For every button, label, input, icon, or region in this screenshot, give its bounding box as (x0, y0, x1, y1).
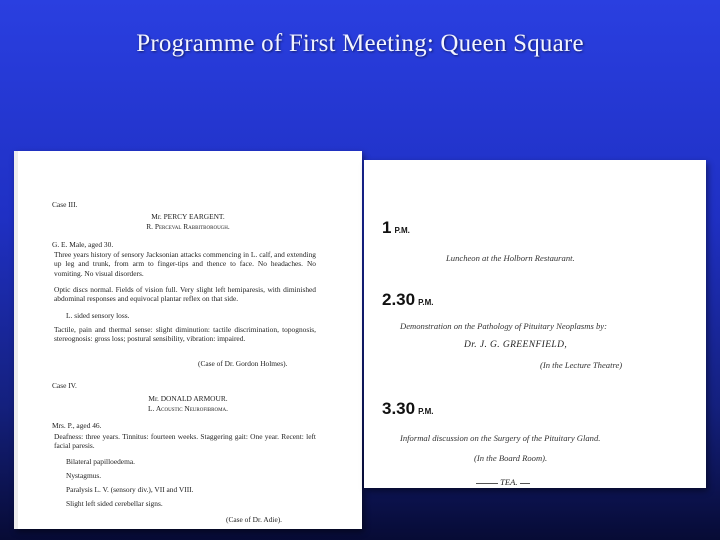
slide-title: Programme of First Meeting: Queen Square (136, 30, 584, 57)
slot2-time-value: 2.30 (382, 290, 416, 309)
slot1-time-value: 1 (382, 218, 392, 237)
case3-case-of: (Case of Dr. Gordon Holmes). (198, 359, 288, 368)
slot1-time-unit: P.M. (394, 226, 410, 235)
tea-rule-left (476, 483, 498, 484)
slot3-event: Informal discussion on the Surgery of the Pituitary Gland. (400, 433, 601, 443)
slot2-speaker: Dr. J. G. GREENFIELD, (464, 340, 568, 350)
case4-heading: Case IV. (52, 381, 77, 390)
case3-name: Mr. PERCY EARGENT. (151, 212, 225, 221)
case3-sensory: L. sided sensory loss. (66, 311, 130, 320)
tea-label: TEA. (500, 477, 518, 487)
case4-name: Mr. DONALD ARMOUR. (148, 394, 228, 403)
tea-rule-right (520, 483, 530, 484)
case3-history: Three years history of sensory Jacksonian attacks commencing in L. calf, and extending up leg and trunk, from arm to finger-tips and thence to face. No headaches. No vomiting. No visual disorders. (54, 250, 316, 278)
slot2-time-unit: P.M. (418, 298, 434, 307)
case4-cerebellar: Slight left sided cerebellar signs. (66, 499, 163, 508)
slot2-time (382, 290, 434, 310)
tea-line (476, 477, 530, 487)
case3-patient: G. E. Male, aged 30. (52, 240, 114, 249)
right-document-scan (364, 160, 706, 488)
case4-patient: Mrs. P., aged 46. (52, 421, 102, 430)
left-document-scan (14, 151, 362, 529)
slot2-location: (In the Lecture Theatre) (540, 360, 623, 370)
case4-presenter: L. Acoustic Neurofibroma. (148, 404, 228, 413)
slot1-time (382, 218, 410, 238)
slot3-time-value: 3.30 (382, 399, 416, 418)
case4-deafness: Deafness: three years. Tinnitus: fourteen weeks. Staggering gait: One year. Recent: left facial paresis. (54, 432, 316, 451)
scan-edge (14, 151, 18, 529)
case3-heading: Case III. (52, 200, 78, 209)
case3-tactile: Tactile, pain and thermal sense: slight diminution: tactile discrimination, topognosis, stereognosis: gross loss; postural sensibility, vibration: impaired. (54, 325, 316, 344)
case3-presenter: R. Perceval Rabbitborough. (146, 222, 230, 231)
slot2-event: Demonstration on the Pathology of Pituitary Neoplasms by: (400, 321, 607, 331)
case4-paralysis: Paralysis L. V. (sensory div.), VII and VIII. (66, 485, 194, 494)
case4-case-of: (Case of Dr. Adie). (226, 515, 283, 524)
case4-nystagmus: Nystagmus. (66, 471, 102, 480)
slot3-location: (In the Board Room). (474, 453, 548, 463)
slot1-event: Luncheon at the Holborn Restaurant. (446, 253, 575, 263)
slot3-time (382, 399, 434, 419)
case4-papilloedema: Bilateral papilloedema. (66, 457, 135, 466)
case3-exam: Optic discs normal. Fields of vision full. Very slight left hemiparesis, with diminished abdominal responses and equivocal plantar reflex on that side. (54, 285, 316, 304)
slot3-time-unit: P.M. (418, 407, 434, 416)
